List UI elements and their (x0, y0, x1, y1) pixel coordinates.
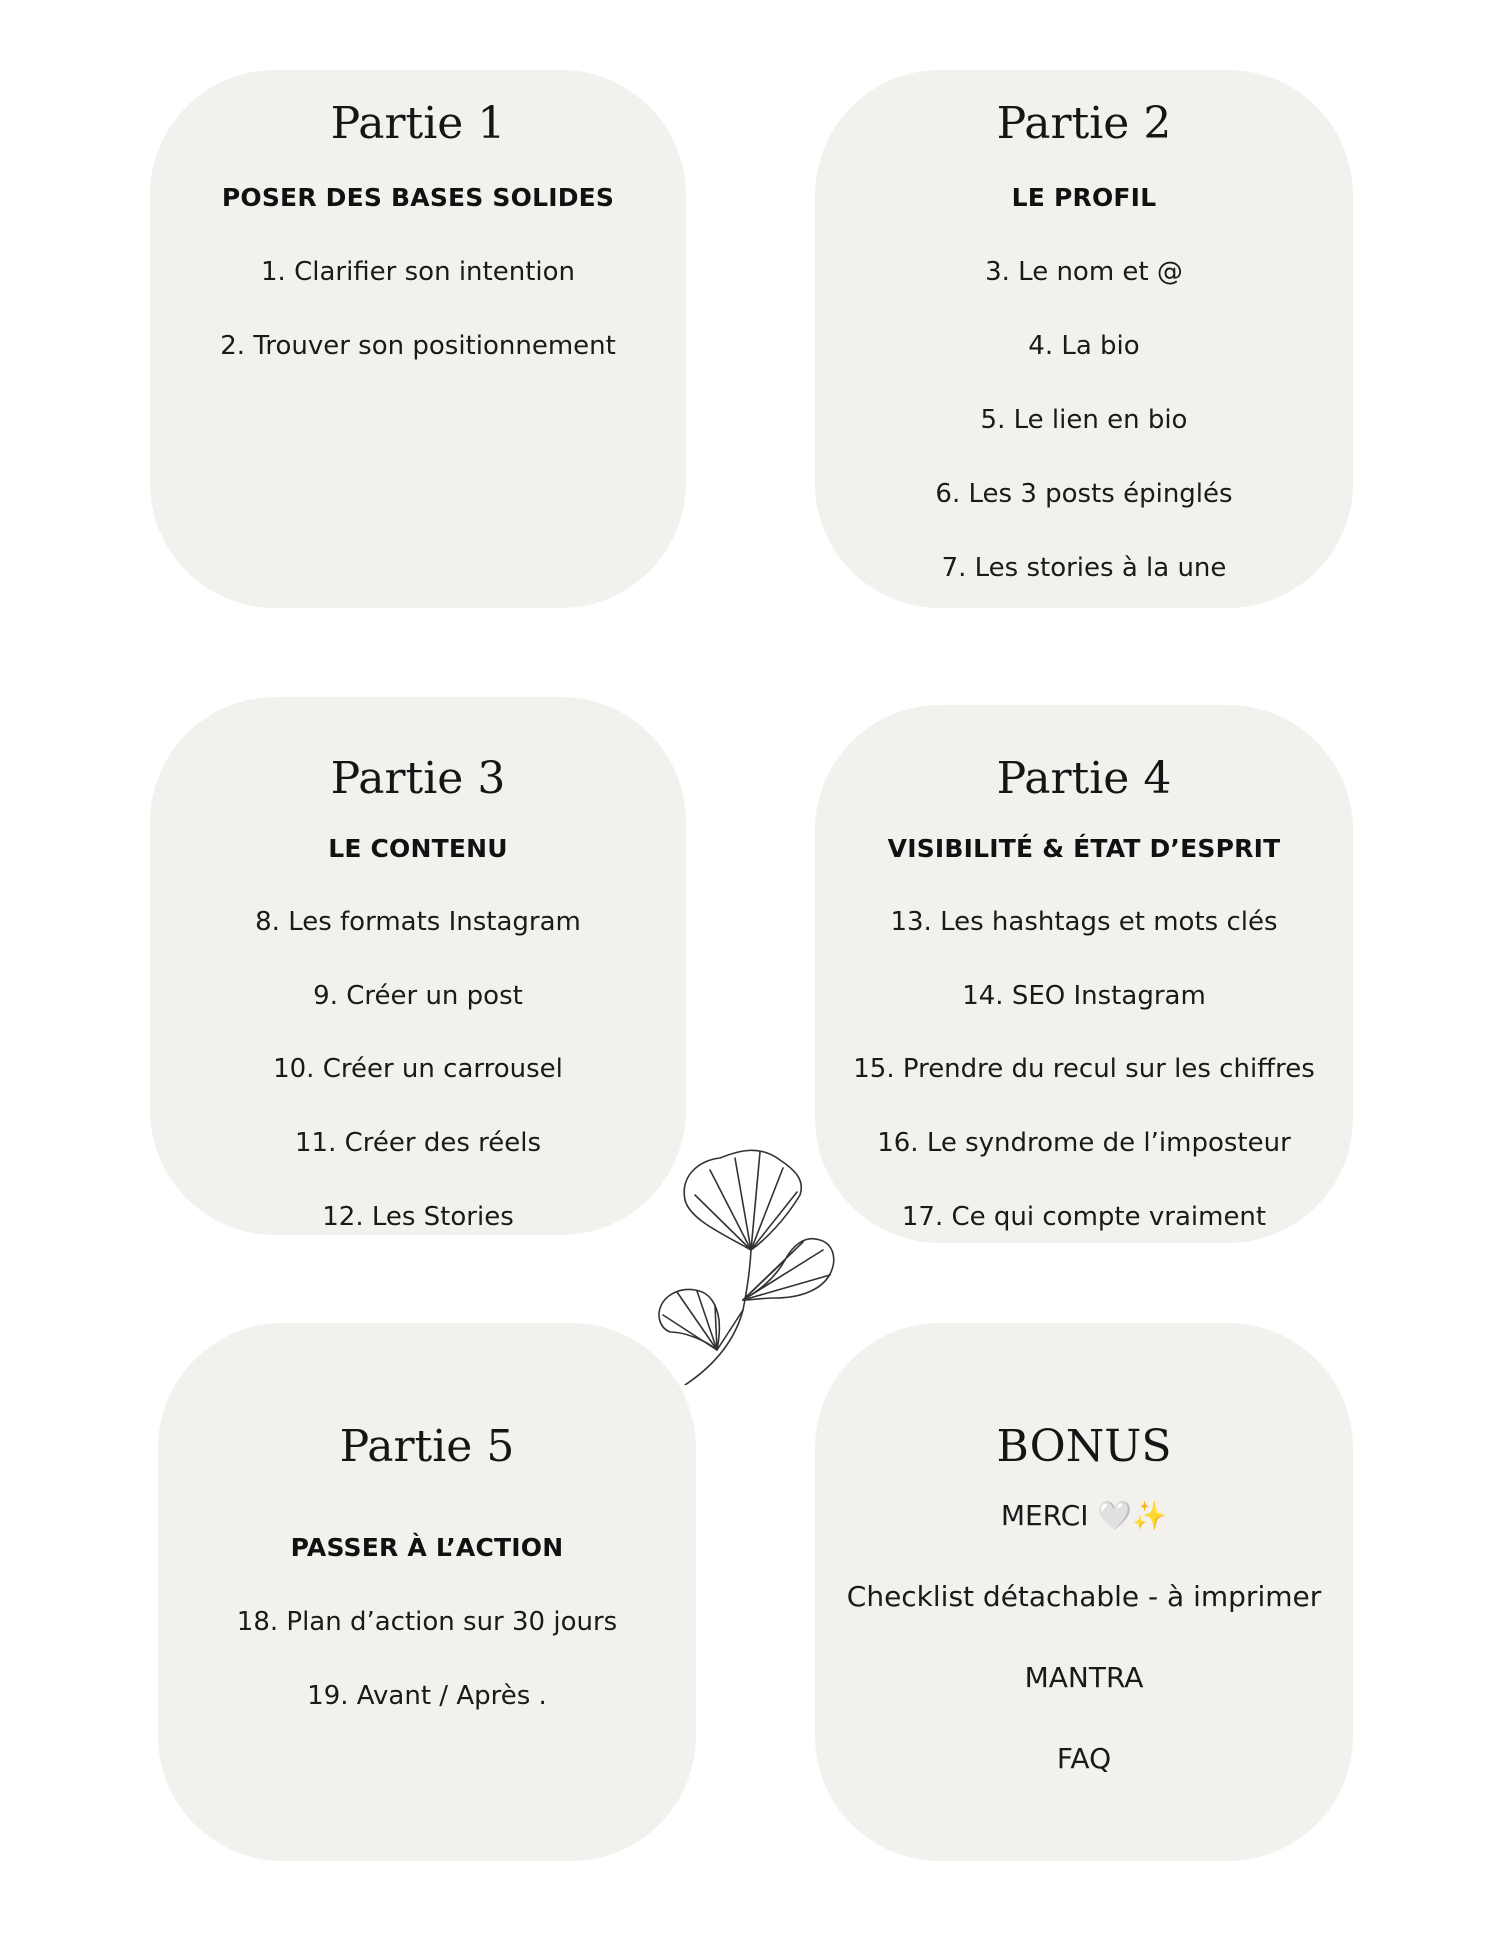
list-item: MERCI 🤍✨ (1000, 1499, 1168, 1532)
list-item: 8. Les formats Instagram (255, 907, 581, 937)
list-item: 9. Créer un post (313, 981, 523, 1011)
list-item: Checklist détachable - à imprimer (846, 1580, 1322, 1613)
list-item: 6. Les 3 posts épinglés (935, 479, 1233, 509)
list-item: 10. Créer un carrousel (273, 1054, 563, 1084)
card-subtitle: PASSER À L’ACTION (290, 1533, 564, 1562)
card-subtitle: LE PROFIL (1011, 183, 1157, 212)
card-title: Partie 2 (996, 98, 1172, 149)
list-item: 16. Le syndrome de l’imposteur (877, 1128, 1291, 1158)
card-partie-4 (815, 705, 1353, 1243)
list-item: 13. Les hashtags et mots clés (890, 907, 1278, 937)
card-title: BONUS (996, 1421, 1172, 1472)
card-subtitle: LE CONTENU (328, 834, 508, 863)
card-title: Partie 4 (996, 753, 1172, 804)
card-partie-1 (150, 70, 686, 608)
list-item: 12. Les Stories (322, 1202, 514, 1232)
list-item: 3. Le nom et @ (985, 257, 1183, 287)
list-item: 18. Plan d’action sur 30 jours (236, 1607, 618, 1637)
card-title: Partie 3 (330, 753, 506, 804)
card-subtitle: POSER DES BASES SOLIDES (221, 183, 615, 212)
card-bonus (815, 1323, 1353, 1861)
list-item: 5. Le lien en bio (980, 405, 1188, 435)
card-subtitle: VISIBILITÉ & ÉTAT D’ESPRIT (887, 834, 1281, 863)
card-partie-3 (150, 697, 686, 1235)
list-item: 17. Ce qui compte vraiment (901, 1202, 1267, 1232)
card-title: Partie 5 (339, 1421, 515, 1472)
card-title: Partie 1 (330, 98, 506, 149)
list-item: MANTRA (1024, 1661, 1144, 1694)
list-item: 19. Avant / Après . (307, 1681, 547, 1711)
list-item: 1. Clarifier son intention (261, 257, 575, 287)
list-item: 14. SEO Instagram (962, 981, 1206, 1011)
list-item: 11. Créer des réels (294, 1128, 542, 1158)
list-item: 2. Trouver son positionnement (220, 331, 616, 361)
card-partie-2 (815, 70, 1353, 608)
ginkgo-leaf-icon (655, 1140, 855, 1385)
list-item: FAQ (1056, 1742, 1112, 1775)
list-item: 7. Les stories à la une (941, 553, 1227, 583)
card-partie-5 (158, 1323, 696, 1861)
list-item: 15. Prendre du recul sur les chiffres (853, 1054, 1315, 1084)
list-item: 4. La bio (1028, 331, 1140, 361)
